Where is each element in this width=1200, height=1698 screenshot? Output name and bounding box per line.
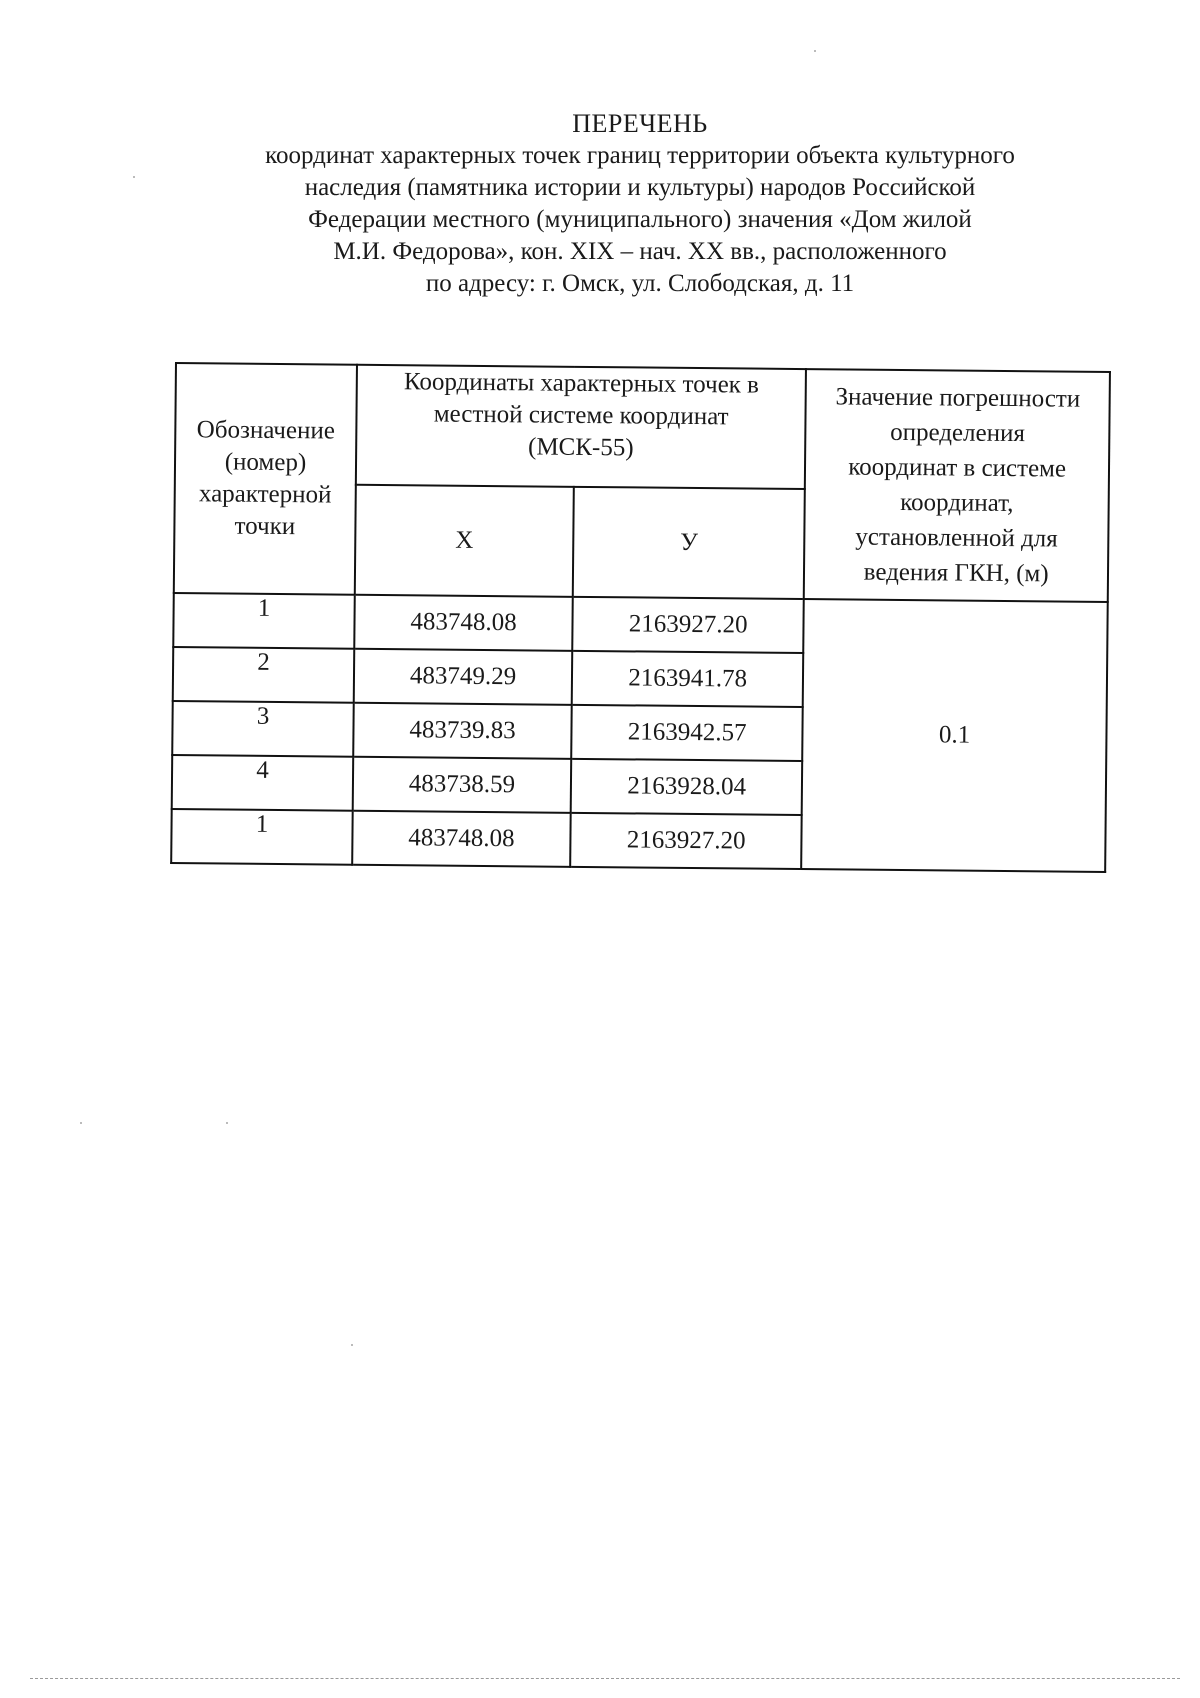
header-error-line: координат, — [900, 488, 1014, 518]
header-point-designation — [174, 363, 357, 595]
y-coordinate-cell: 2163928.04 — [571, 759, 803, 815]
coordinates-table — [170, 362, 1111, 873]
subtitle-line: Федерации местного (муниципального) значения «Дом жилой — [308, 206, 972, 233]
scan-speck — [814, 50, 816, 52]
header-error-line: ведения ГКН, (м) — [863, 558, 1049, 588]
table-header-row — [175, 363, 1110, 492]
header-point-line: точки — [234, 512, 296, 541]
header-coordinates — [356, 365, 807, 489]
scan-edge-rule — [30, 1678, 1180, 1679]
x-coordinate-cell: 483748.08 — [352, 811, 571, 867]
header-error-line: координат в системе — [848, 453, 1067, 483]
x-coordinate-cell: 483739.83 — [353, 703, 572, 759]
header-coords-line: (МСК-55) — [527, 433, 634, 462]
point-number-cell: 1 — [173, 593, 354, 649]
point-number-cell: 2 — [173, 647, 354, 703]
x-coordinate-cell: 483748.08 — [354, 595, 573, 651]
header-coords-line: Координаты характерных точек в — [403, 368, 760, 399]
point-number-cell: 1 — [171, 809, 352, 865]
header-error-line: установленной для — [855, 523, 1058, 553]
subtitle-line: по адресу: г. Омск, ул. Слободская, д. 11 — [425, 270, 855, 297]
header-point-line: Обозначение — [196, 416, 336, 445]
header-coords-line: местной системе координат — [433, 400, 729, 431]
subtitle-line: координат характерных точек границ территории объекта культурного — [265, 142, 1015, 169]
document-heading: ПЕРЕЧЕНЬ — [572, 109, 708, 138]
y-coordinate-cell: 2163927.20 — [570, 813, 802, 869]
y-coordinate-cell: 2163927.20 — [572, 597, 804, 653]
header-error-value — [804, 369, 1110, 602]
y-coordinate-cell: 2163942.57 — [571, 705, 803, 761]
header-x: Х — [355, 485, 574, 597]
scan-speck — [226, 1122, 228, 1124]
y-coordinate-cell: 2163941.78 — [572, 651, 804, 707]
subtitle-line: наследия (памятника истории и культуры) народов Российской — [304, 174, 976, 201]
error-value-cell: 0.1 — [802, 599, 1108, 872]
header-error-line: Значение погрешности — [835, 383, 1081, 413]
subtitle-line: М.И. Федорова», кон. XIX – нач. XX вв., расположенного — [333, 238, 947, 265]
table-row — [173, 593, 1107, 656]
scan-speck — [351, 1344, 353, 1346]
header-error-line: определения — [890, 418, 1026, 448]
scan-speck — [133, 176, 135, 178]
header-point-line: (номер) — [224, 448, 307, 477]
point-number-cell: 3 — [172, 701, 353, 757]
scan-speck — [80, 1122, 82, 1124]
point-number-cell: 4 — [172, 755, 353, 811]
document-title — [200, 108, 1080, 300]
x-coordinate-cell: 483749.29 — [354, 649, 573, 705]
x-coordinate-cell: 483738.59 — [353, 757, 572, 813]
header-point-line: характерной — [198, 480, 332, 509]
header-y: У — [573, 487, 805, 599]
